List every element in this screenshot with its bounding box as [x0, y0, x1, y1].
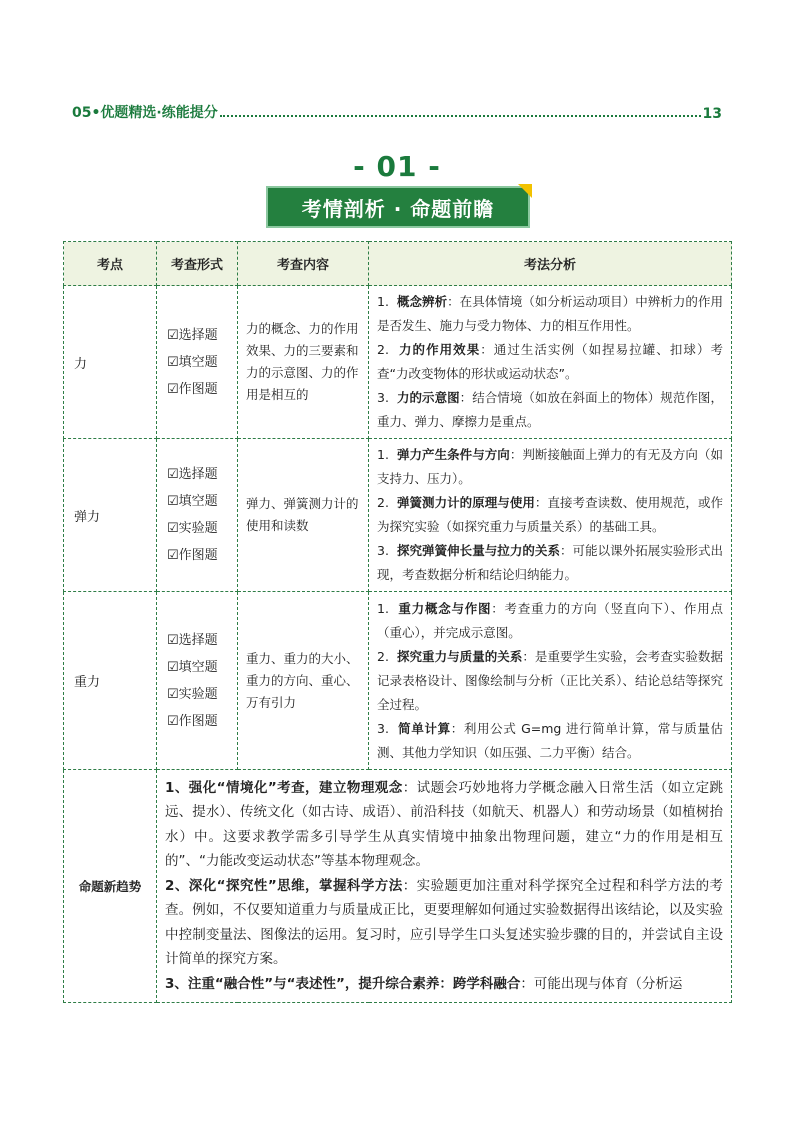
- item-number: 1.: [377, 294, 389, 309]
- table-row: [64, 286, 732, 439]
- table-row: [64, 439, 732, 592]
- item-number: 1.: [377, 447, 389, 462]
- analysis-item: [377, 597, 723, 645]
- item-text: ：是重要学生实验，会考查实验数据记录表格设计、图像绘制与分析（正比关系）、结论总结等探究全过程。: [377, 648, 723, 712]
- item-text: ：通过生活实例（如捏易拉罐、扣球）考查“力改变物体的形状或运动状态”。: [377, 342, 723, 381]
- header-form: 考查形式: [157, 242, 238, 286]
- item-text: ：考查重力的方向（竖直向下）、作用点（重心），并完成示意图。: [377, 600, 723, 640]
- trend-item: [165, 972, 723, 997]
- item-number: 3.: [377, 543, 389, 558]
- analysis-item: [377, 386, 723, 434]
- analysis-item: [377, 491, 723, 539]
- trend-item-text: ：试题会巧妙地将力学概念融入日常生活（如立定跳远、提水）、传统文化（如古诗、成语）、前沿科技（如航天、机器人）和劳动场景（如植树抬水）中。这要求教学需多引导学生从真实情境中抽象出物理问题，建立“力的作用是相互的”、“力能改变运动状态”等基本物理观念。: [165, 779, 724, 870]
- form-item: ☑选择题: [167, 467, 218, 482]
- item-text: ：判断接触面上弹力的有无及方向（如支持力、压力）。: [377, 447, 723, 486]
- form-item: ☑作图题: [167, 381, 218, 397]
- item-number: 2.: [377, 648, 389, 664]
- row-analysis: [369, 439, 732, 592]
- form-item: ☑填空题: [167, 354, 218, 370]
- item-number: 2.: [377, 342, 389, 357]
- analysis-table: [63, 241, 732, 1003]
- item-text: ：利用公式 G=mg 进行简单计算，常与质量估测、其他力学知识（如压强、二力平衡）结合。: [377, 720, 723, 760]
- row-forms: [157, 286, 238, 439]
- analysis-item: [377, 539, 723, 587]
- item-title: 弹簧测力计的原理与使用: [396, 495, 535, 510]
- trend-label: 命题新趋势: [64, 770, 157, 1003]
- toc-label: 05•优题精选·练能提分: [72, 105, 218, 121]
- item-title: 力的作用效果: [398, 342, 481, 357]
- trend-item-title: 2、深化“探究性”思维，掌握科学方法: [165, 877, 403, 894]
- trend-content: [157, 770, 732, 1003]
- item-text: ：可能以课外拓展实验形式出现，考查数据分析和结论归纳能力。: [377, 543, 723, 582]
- analysis-item: [377, 338, 723, 386]
- section-number: - 01 -: [353, 150, 441, 183]
- header-content: 考查内容: [238, 242, 369, 286]
- item-title: 简单计算: [398, 720, 451, 736]
- item-number: 3.: [377, 390, 389, 405]
- item-title: 探究弹簧伸长量与拉力的关系: [396, 543, 560, 558]
- header-analysis: 考法分析: [369, 242, 732, 286]
- item-number: 1.: [377, 600, 389, 616]
- form-item: ☑选择题: [167, 632, 218, 648]
- table-row: [64, 592, 732, 770]
- analysis-item: [377, 645, 723, 717]
- trend-row: [64, 770, 732, 1003]
- item-number: 3.: [377, 720, 389, 736]
- item-title: 重力概念与作图: [398, 600, 492, 616]
- trend-item: [165, 776, 723, 874]
- form-item: ☑作图题: [167, 548, 218, 563]
- toc-leader-dots: [220, 115, 701, 117]
- row-point: 力: [64, 286, 157, 439]
- toc-page-number: 13: [702, 106, 722, 122]
- item-text: ：直接考查读数、使用规范，或作为探究实验（如探究重力与质量关系）的基础工具。: [377, 495, 723, 534]
- trend-item-text: ：实验题更加注重对科学探究全过程和科学方法的考查。例如，不仅要知道重力与质量成正比，更要理解如何通过实验数据得出该结论，以及实验中控制变量法、图像法的运用。复习时，应引导学生口头复述实验步骤的目的，并尝试自主设计简单的探究方案。: [165, 877, 724, 968]
- analysis-item: [377, 443, 723, 491]
- trend-item-title: 1、强化“情境化”考查，建立物理观念: [165, 779, 403, 796]
- form-item: ☑作图题: [167, 713, 218, 729]
- row-point: 弹力: [64, 439, 157, 592]
- trend-item-text: ：可能出现与体育（分析运: [520, 975, 683, 992]
- form-item: ☑实验题: [167, 521, 218, 536]
- row-forms: [157, 592, 238, 770]
- section-banner: [266, 186, 530, 228]
- header-point: 考点: [64, 242, 157, 286]
- item-text: ：结合情境（如放在斜面上的物体）规范作图，重力、弹力、摩擦力是重点。: [377, 390, 723, 429]
- toc-entry[interactable]: [72, 100, 722, 122]
- item-number: 2.: [377, 495, 389, 510]
- form-item: ☑选择题: [167, 327, 218, 343]
- row-point: 重力: [64, 592, 157, 770]
- row-content: 重力、重力的大小、重力的方向、重心、万有引力: [238, 592, 369, 770]
- item-title: 概念辨析: [396, 294, 448, 309]
- analysis-item: [377, 717, 723, 765]
- row-content: 弹力、弹簧测力计的使用和读数: [238, 439, 369, 592]
- item-text: ：在具体情境（如分析运动项目）中辨析力的作用是否发生、施力与受力物体、力的相互作用性。: [377, 294, 723, 333]
- item-title: 弹力产生条件与方向: [396, 447, 510, 462]
- section-title: 考情剖析 · 命题前瞻: [301, 196, 495, 221]
- item-title: 探究重力与质量的关系: [396, 648, 523, 664]
- row-content: 力的概念、力的作用效果、力的三要素和力的示意图、力的作用是相互的: [238, 286, 369, 439]
- analysis-item: [377, 290, 723, 338]
- table-header-row: [64, 242, 732, 286]
- trend-item: [165, 874, 723, 972]
- form-item: ☑填空题: [167, 494, 218, 509]
- trend-item-title: 3、注重“融合性”与“表述性”，提升综合素养：跨学科融合: [165, 975, 521, 992]
- form-item: ☑填空题: [167, 659, 218, 675]
- row-analysis: [369, 286, 732, 439]
- row-analysis: [369, 592, 732, 770]
- row-forms: [157, 439, 238, 592]
- form-item: ☑实验题: [167, 686, 218, 702]
- item-title: 力的示意图: [396, 390, 460, 405]
